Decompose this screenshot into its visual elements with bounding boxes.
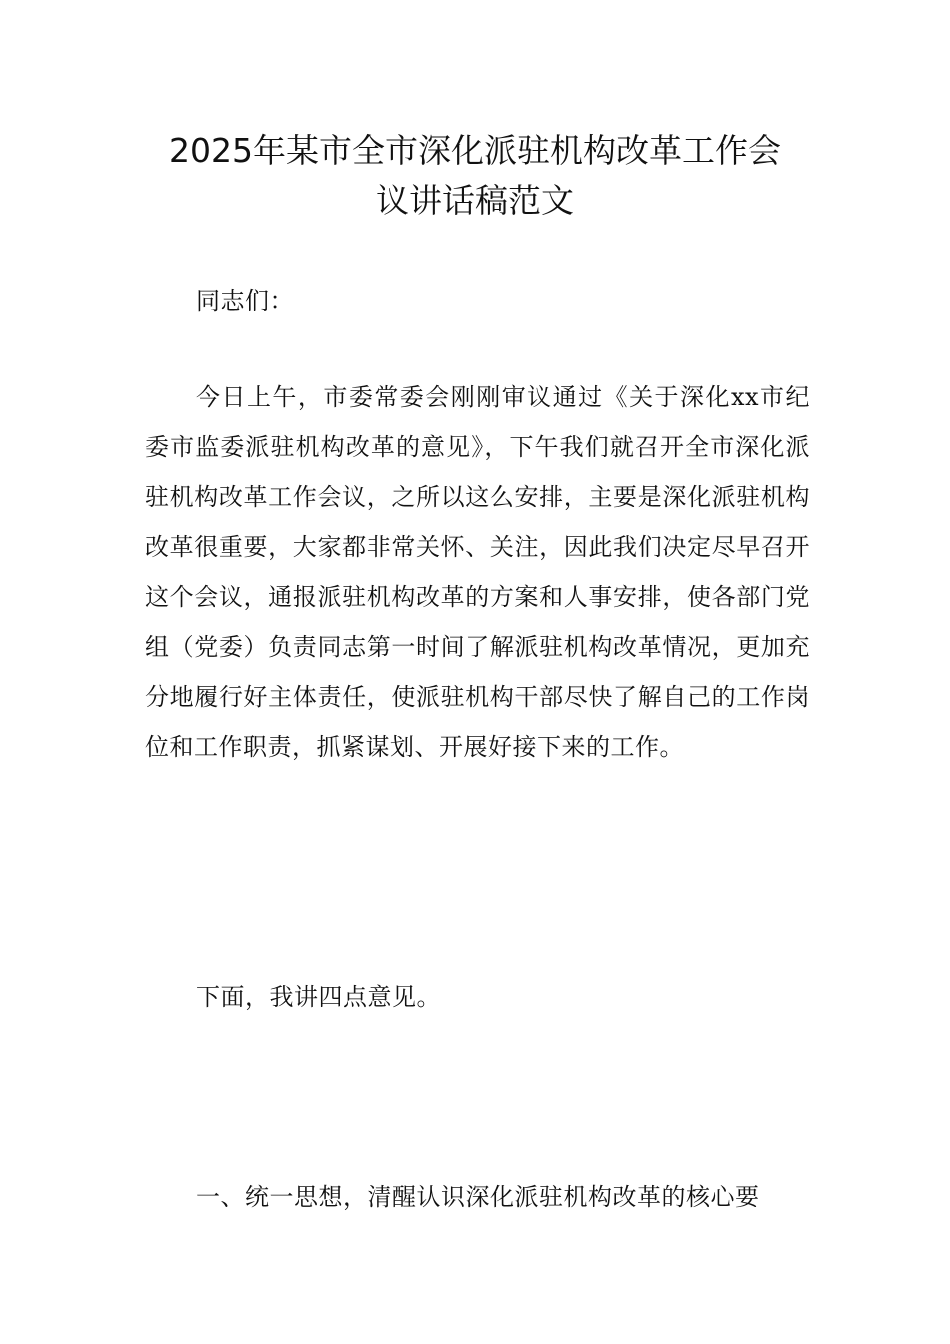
opening-paragraph: 今日上午，市委常委会刚刚审议通过《关于深化xx市纪委市监委派驻机构改革的意见》，下午我们就召开全市深化派驻机构改革工作会议，之所以这么安排，主要是深化派驻机构改革很重要，大家都非常关怀、关注，因此我们决定尽早召开这个会议，通报派驻机构改革的方案和人事安排，使各部门党组（党委）负责同志第一时间了解派驻机构改革情况，更加充分地履行好主体责任，使派驻机构干部尽快了解自己的工作岗位和工作职责，抓紧谋划、开展好接下来的工作。 [145,383,810,761]
section-heading-1: 一、统一思想，清醒认识深化派驻机构改革的核心要 [196,1183,760,1211]
document-title-line-1: 2025年某市全市深化派驻机构改革工作会 [169,131,781,170]
document-title-line-2: 议讲话稿范文 [376,181,574,220]
transition-paragraph: 下面，我讲四点意见。 [196,983,441,1011]
greeting-paragraph: 同志们： [196,287,294,315]
